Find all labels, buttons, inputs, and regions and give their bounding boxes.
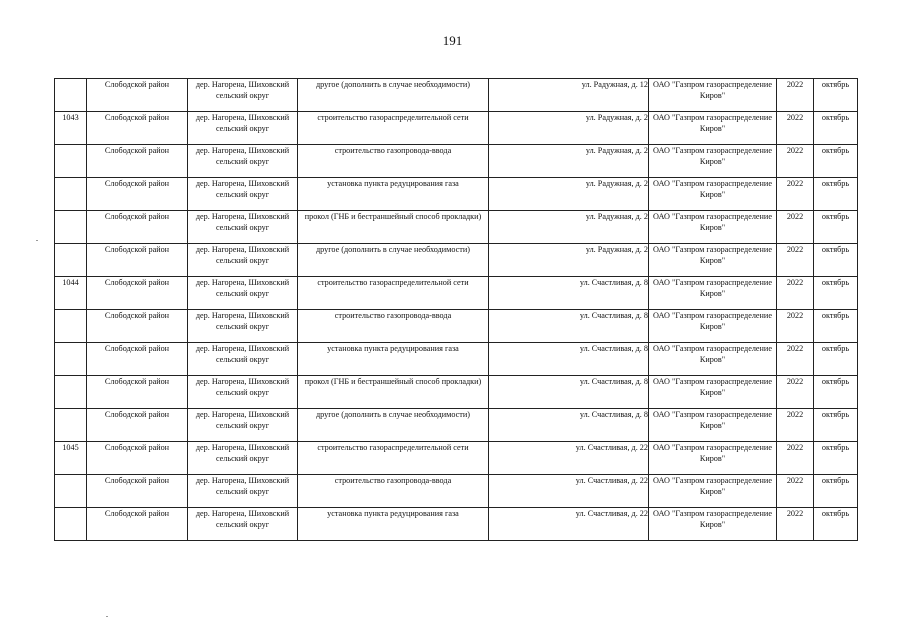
settlement-cell: дер. Нагорена, Шиховский сельский округ — [188, 442, 298, 475]
organization-cell: ОАО "Газпром газораспределение Киров" — [649, 79, 777, 112]
work-type-cell — [298, 310, 489, 343]
month-cell: октябрь — [814, 112, 858, 145]
table-row — [55, 277, 858, 310]
table-row — [55, 112, 858, 145]
work-type-cell — [298, 277, 489, 310]
district-cell: Слободской район — [87, 508, 188, 541]
gasification-table — [54, 78, 858, 541]
settlement-cell: дер. Нагорена, Шиховский сельский округ — [188, 79, 298, 112]
row-number-cell — [55, 178, 87, 211]
table-row — [55, 475, 858, 508]
district-cell: Слободской район — [87, 112, 188, 145]
district-cell: Слободской район — [87, 310, 188, 343]
settlement-cell: дер. Нагорена, Шиховский сельский округ — [188, 277, 298, 310]
address-cell: ул. Радужная, д. 2 — [489, 178, 649, 211]
year-cell: 2022 — [777, 409, 814, 442]
work-type-cell — [298, 145, 489, 178]
organization-cell: ОАО "Газпром газораспределение Киров" — [649, 475, 777, 508]
month-cell: октябрь — [814, 79, 858, 112]
organization-cell: ОАО "Газпром газораспределение Киров" — [649, 145, 777, 178]
district-cell: Слободской район — [87, 376, 188, 409]
table-row — [55, 211, 858, 244]
year-cell: 2022 — [777, 343, 814, 376]
settlement-cell: дер. Нагорена, Шиховский сельский округ — [188, 376, 298, 409]
year-cell: 2022 — [777, 508, 814, 541]
organization-cell: ОАО "Газпром газораспределение Киров" — [649, 277, 777, 310]
year-cell: 2022 — [777, 310, 814, 343]
year-cell: 2022 — [777, 178, 814, 211]
address-cell: ул. Радужная, д. 2 — [489, 145, 649, 178]
year-cell: 2022 — [777, 475, 814, 508]
year-cell: 2022 — [777, 442, 814, 475]
address-cell: ул. Счастливая, д. 8 — [489, 310, 649, 343]
month-cell: октябрь — [814, 178, 858, 211]
address-cell: ул. Счастливая, д. 22 — [489, 475, 649, 508]
address-cell: ул. Счастливая, д. 8 — [489, 277, 649, 310]
organization-cell: ОАО "Газпром газораспределение Киров" — [649, 442, 777, 475]
year-cell: 2022 — [777, 145, 814, 178]
settlement-cell: дер. Нагорена, Шиховский сельский округ — [188, 112, 298, 145]
address-cell: ул. Счастливая, д. 22 — [489, 508, 649, 541]
address-cell: ул. Радужная, д. 12 — [489, 79, 649, 112]
address-cell: ул. Счастливая, д. 22 — [489, 442, 649, 475]
organization-cell: ОАО "Газпром газораспределение Киров" — [649, 211, 777, 244]
district-cell: Слободской район — [87, 409, 188, 442]
work-type-text: прокол (ГНБ и бестраншейный способ прокладки) — [304, 377, 482, 386]
table-body — [55, 79, 858, 541]
district-cell: Слободской район — [87, 211, 188, 244]
row-number-cell — [55, 475, 87, 508]
row-number-cell — [55, 211, 87, 244]
row-number-cell — [55, 79, 87, 112]
work-type-text: установка пункта редуцирования газа — [327, 509, 459, 518]
settlement-cell: дер. Нагорена, Шиховский сельский округ — [188, 508, 298, 541]
work-type-text: строительство газораспределительной сети — [317, 278, 469, 287]
year-cell: 2022 — [777, 112, 814, 145]
row-number-cell — [55, 310, 87, 343]
work-type-cell — [298, 112, 489, 145]
settlement-cell: дер. Нагорена, Шиховский сельский округ — [188, 343, 298, 376]
settlement-cell: дер. Нагорена, Шиховский сельский округ — [188, 310, 298, 343]
year-cell: 2022 — [777, 79, 814, 112]
work-type-text: строительство газораспределительной сети — [317, 113, 469, 122]
table-row — [55, 79, 858, 112]
organization-cell: ОАО "Газпром газораспределение Киров" — [649, 343, 777, 376]
row-number-cell — [55, 376, 87, 409]
year-cell: 2022 — [777, 277, 814, 310]
work-type-cell — [298, 409, 489, 442]
month-cell: октябрь — [814, 409, 858, 442]
row-number-cell — [55, 145, 87, 178]
district-cell: Слободской район — [87, 277, 188, 310]
table-row — [55, 343, 858, 376]
settlement-cell: дер. Нагорена, Шиховский сельский округ — [188, 409, 298, 442]
work-type-cell — [298, 343, 489, 376]
month-cell: октябрь — [814, 145, 858, 178]
year-cell: 2022 — [777, 376, 814, 409]
table-row — [55, 310, 858, 343]
month-cell: октябрь — [814, 211, 858, 244]
organization-cell: ОАО "Газпром газораспределение Киров" — [649, 310, 777, 343]
month-cell: октябрь — [814, 508, 858, 541]
work-type-cell — [298, 442, 489, 475]
address-cell: ул. Счастливая, д. 8 — [489, 343, 649, 376]
work-type-cell — [298, 244, 489, 277]
work-type-text: установка пункта редуцирования газа — [327, 344, 459, 353]
organization-cell: ОАО "Газпром газораспределение Киров" — [649, 376, 777, 409]
month-cell: октябрь — [814, 343, 858, 376]
table-row — [55, 178, 858, 211]
work-type-text: строительство газораспределительной сети — [317, 443, 469, 452]
row-number-cell: 1044 — [55, 277, 87, 310]
district-cell: Слободской район — [87, 475, 188, 508]
table-row — [55, 244, 858, 277]
work-type-text: другое (дополнить в случае необходимости) — [316, 410, 470, 419]
row-number-cell — [55, 508, 87, 541]
work-type-cell — [298, 79, 489, 112]
month-cell: октябрь — [814, 277, 858, 310]
work-type-text: установка пункта редуцирования газа — [327, 179, 459, 188]
scan-speck — [36, 240, 38, 241]
organization-cell: ОАО "Газпром газораспределение Киров" — [649, 508, 777, 541]
district-cell: Слободской район — [87, 145, 188, 178]
work-type-cell — [298, 475, 489, 508]
work-type-cell — [298, 376, 489, 409]
month-cell: октябрь — [814, 310, 858, 343]
row-number-cell — [55, 244, 87, 277]
month-cell: октябрь — [814, 442, 858, 475]
month-cell: октябрь — [814, 475, 858, 508]
table-row — [55, 145, 858, 178]
address-cell: ул. Счастливая, д. 8 — [489, 409, 649, 442]
settlement-cell: дер. Нагорена, Шиховский сельский округ — [188, 475, 298, 508]
work-type-text: другое (дополнить в случае необходимости) — [316, 245, 470, 254]
district-cell: Слободской район — [87, 343, 188, 376]
work-type-cell — [298, 178, 489, 211]
organization-cell: ОАО "Газпром газораспределение Киров" — [649, 409, 777, 442]
table-row — [55, 442, 858, 475]
month-cell: октябрь — [814, 376, 858, 409]
row-number-cell: 1045 — [55, 442, 87, 475]
district-cell: Слободской район — [87, 442, 188, 475]
organization-cell: ОАО "Газпром газораспределение Киров" — [649, 244, 777, 277]
address-cell: ул. Счастливая, д. 8 — [489, 376, 649, 409]
row-number-cell — [55, 409, 87, 442]
settlement-cell: дер. Нагорена, Шиховский сельский округ — [188, 211, 298, 244]
district-cell: Слободской район — [87, 244, 188, 277]
scan-speck — [106, 616, 108, 617]
year-cell: 2022 — [777, 244, 814, 277]
work-type-text: строительство газопровода-ввода — [334, 311, 452, 320]
table-row — [55, 508, 858, 541]
table-row — [55, 376, 858, 409]
organization-cell: ОАО "Газпром газораспределение Киров" — [649, 178, 777, 211]
page-number: 191 — [442, 33, 463, 48]
settlement-cell: дер. Нагорена, Шиховский сельский округ — [188, 145, 298, 178]
row-number-cell — [55, 343, 87, 376]
settlement-cell: дер. Нагорена, Шиховский сельский округ — [188, 244, 298, 277]
work-type-text: строительство газопровода-ввода — [334, 476, 452, 485]
district-cell: Слободской район — [87, 79, 188, 112]
district-cell: Слободской район — [87, 178, 188, 211]
work-type-cell — [298, 508, 489, 541]
work-type-text: строительство газопровода-ввода — [334, 146, 452, 155]
month-cell: октябрь — [814, 244, 858, 277]
row-number-cell: 1043 — [55, 112, 87, 145]
settlement-cell: дер. Нагорена, Шиховский сельский округ — [188, 178, 298, 211]
address-cell: ул. Радужная, д. 2 — [489, 112, 649, 145]
table-row — [55, 409, 858, 442]
organization-cell: ОАО "Газпром газораспределение Киров" — [649, 112, 777, 145]
year-cell: 2022 — [777, 211, 814, 244]
work-type-text: прокол (ГНБ и бестраншейный способ прокладки) — [304, 212, 482, 221]
work-type-cell — [298, 211, 489, 244]
address-cell: ул. Радужная, д. 2 — [489, 244, 649, 277]
work-type-text: другое (дополнить в случае необходимости) — [316, 80, 470, 89]
address-cell: ул. Радужная, д. 2 — [489, 211, 649, 244]
